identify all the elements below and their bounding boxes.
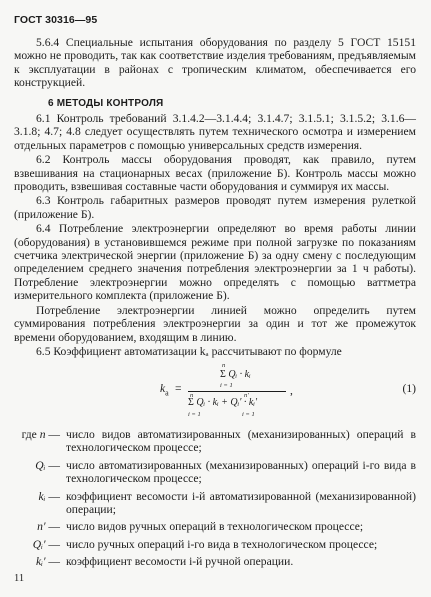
den-upper-limit-1: n [190, 392, 194, 399]
definition-text: число видов автоматизированных (механизированных) операций в технологическом процессе; [66, 428, 416, 455]
standard-code-header: ГОСТ 30316—95 [14, 14, 98, 26]
den-lower-limit-1: i = 1 [188, 411, 201, 418]
paragraph-6-3: 6.3 Контроль габаритных размеров проводят путем измерения рулеткой (приложение Б). [14, 194, 416, 221]
formula-denominator: Σ Qᵢ · kᵢ + Qᵢ′ · kᵢ′ [188, 397, 258, 408]
definition-item [14, 490, 416, 517]
sum-sign: Σ [220, 369, 226, 380]
paragraph-6-1: 6.1 Контроль требований 3.1.4.2—3.1.4.4; 3.1.4.7; 3.1.5.1; 3.1.5.2; 3.1.6—3.1.8; 4.7; 4.8 следует осуществлять путем технического осмотра и измерением отдельных параметров с помощью универсальных средств измерения. [14, 112, 416, 152]
paragraph-6-2: 6.2 Контроль массы оборудования проводят, как правило, путем взвешивания на стационарных весах (приложение Б). Контроль массы можно проводить, взвешивая составные части оборудования и суммируя их массы. [14, 153, 416, 194]
definition-symbol: где n — [21, 428, 60, 441]
definitions-list [14, 428, 416, 573]
formula-numerator: Σ Qᵢ · kᵢ [220, 369, 251, 380]
sum-lower-limit: i = 1 [220, 382, 233, 389]
definition-symbol: Qᵢ′ — [32, 537, 60, 551]
equals-sign: = [175, 382, 182, 395]
definition-item [14, 459, 416, 486]
formula-number: (1) [402, 382, 416, 395]
den-upper-limit-2: n′ [244, 392, 249, 399]
definition-item [14, 555, 416, 568]
definition-text: число автоматизированных (механизированных) операций i-го вида в технологическом процессе; [66, 458, 416, 486]
definition-symbol: n′ — [37, 520, 60, 534]
definition-text: коэффициент весомости i-й автоматизированной (механизированной) операции; [66, 489, 416, 517]
den-lower-limit-2: i = 1 [242, 411, 255, 418]
page-number: 11 [14, 573, 25, 584]
formula-comma: , [290, 384, 293, 397]
paragraph-6-5: 6.5 Коэффициент автоматизации kₐ рассчитывают по формуле [36, 344, 342, 358]
definition-item [14, 538, 416, 551]
definition-item [14, 428, 416, 455]
definition-symbol: kᵢ′ — [35, 555, 60, 569]
paragraph-5-6-4: 5.6.4 Специальные испытания оборудования по разделу 5 ГОСТ 15151 можно не проводить, так как соответствие изделия требованиям, предъявляемым к эксплуатации в районах с тропическим климатом, обеспечивается его конструкцией. [14, 36, 416, 90]
intro-block [14, 36, 416, 90]
definition-item [14, 520, 416, 533]
fraction-bar [188, 391, 286, 392]
sum-upper-limit: n [222, 362, 226, 369]
definition-text: число ручных операций i-го вида в технологическом процессе; [66, 537, 378, 551]
body-block [14, 112, 416, 358]
formula-lhs: $k_а$ [160, 382, 169, 398]
sum-sign: Σ [188, 397, 194, 408]
definition-text: коэффициент весомости i-й ручной операции. [66, 555, 294, 569]
definition-symbol: Qᵢ — [35, 458, 60, 472]
paragraph-6-4: 6.4 Потребление электроэнергии определяют во время работы линии (оборудования) в установившемся режиме при полной загрузке по показаниям счетчика электрической энергии (приложение Б) за одну смену с последующим определением среднего значения потребления электроэнергии за 1 ч работы). Потребление электроэнергии можно определять с помощью ваттметра измерительного комплекта (приложение Б). [14, 222, 416, 303]
definition-text: число видов ручных операций в технологическом процессе; [66, 520, 364, 534]
formula-1 [160, 364, 416, 422]
paragraph-6-4-cont: Потребление электроэнергии линией можно определить путем суммирования потребления электроэнергии за один и тот же промежуток времени оборудованием, входящим в линию. [14, 303, 416, 344]
section-heading: 6 МЕТОДЫ КОНТРОЛЯ [48, 98, 164, 109]
definition-symbol: kᵢ — [38, 489, 60, 503]
